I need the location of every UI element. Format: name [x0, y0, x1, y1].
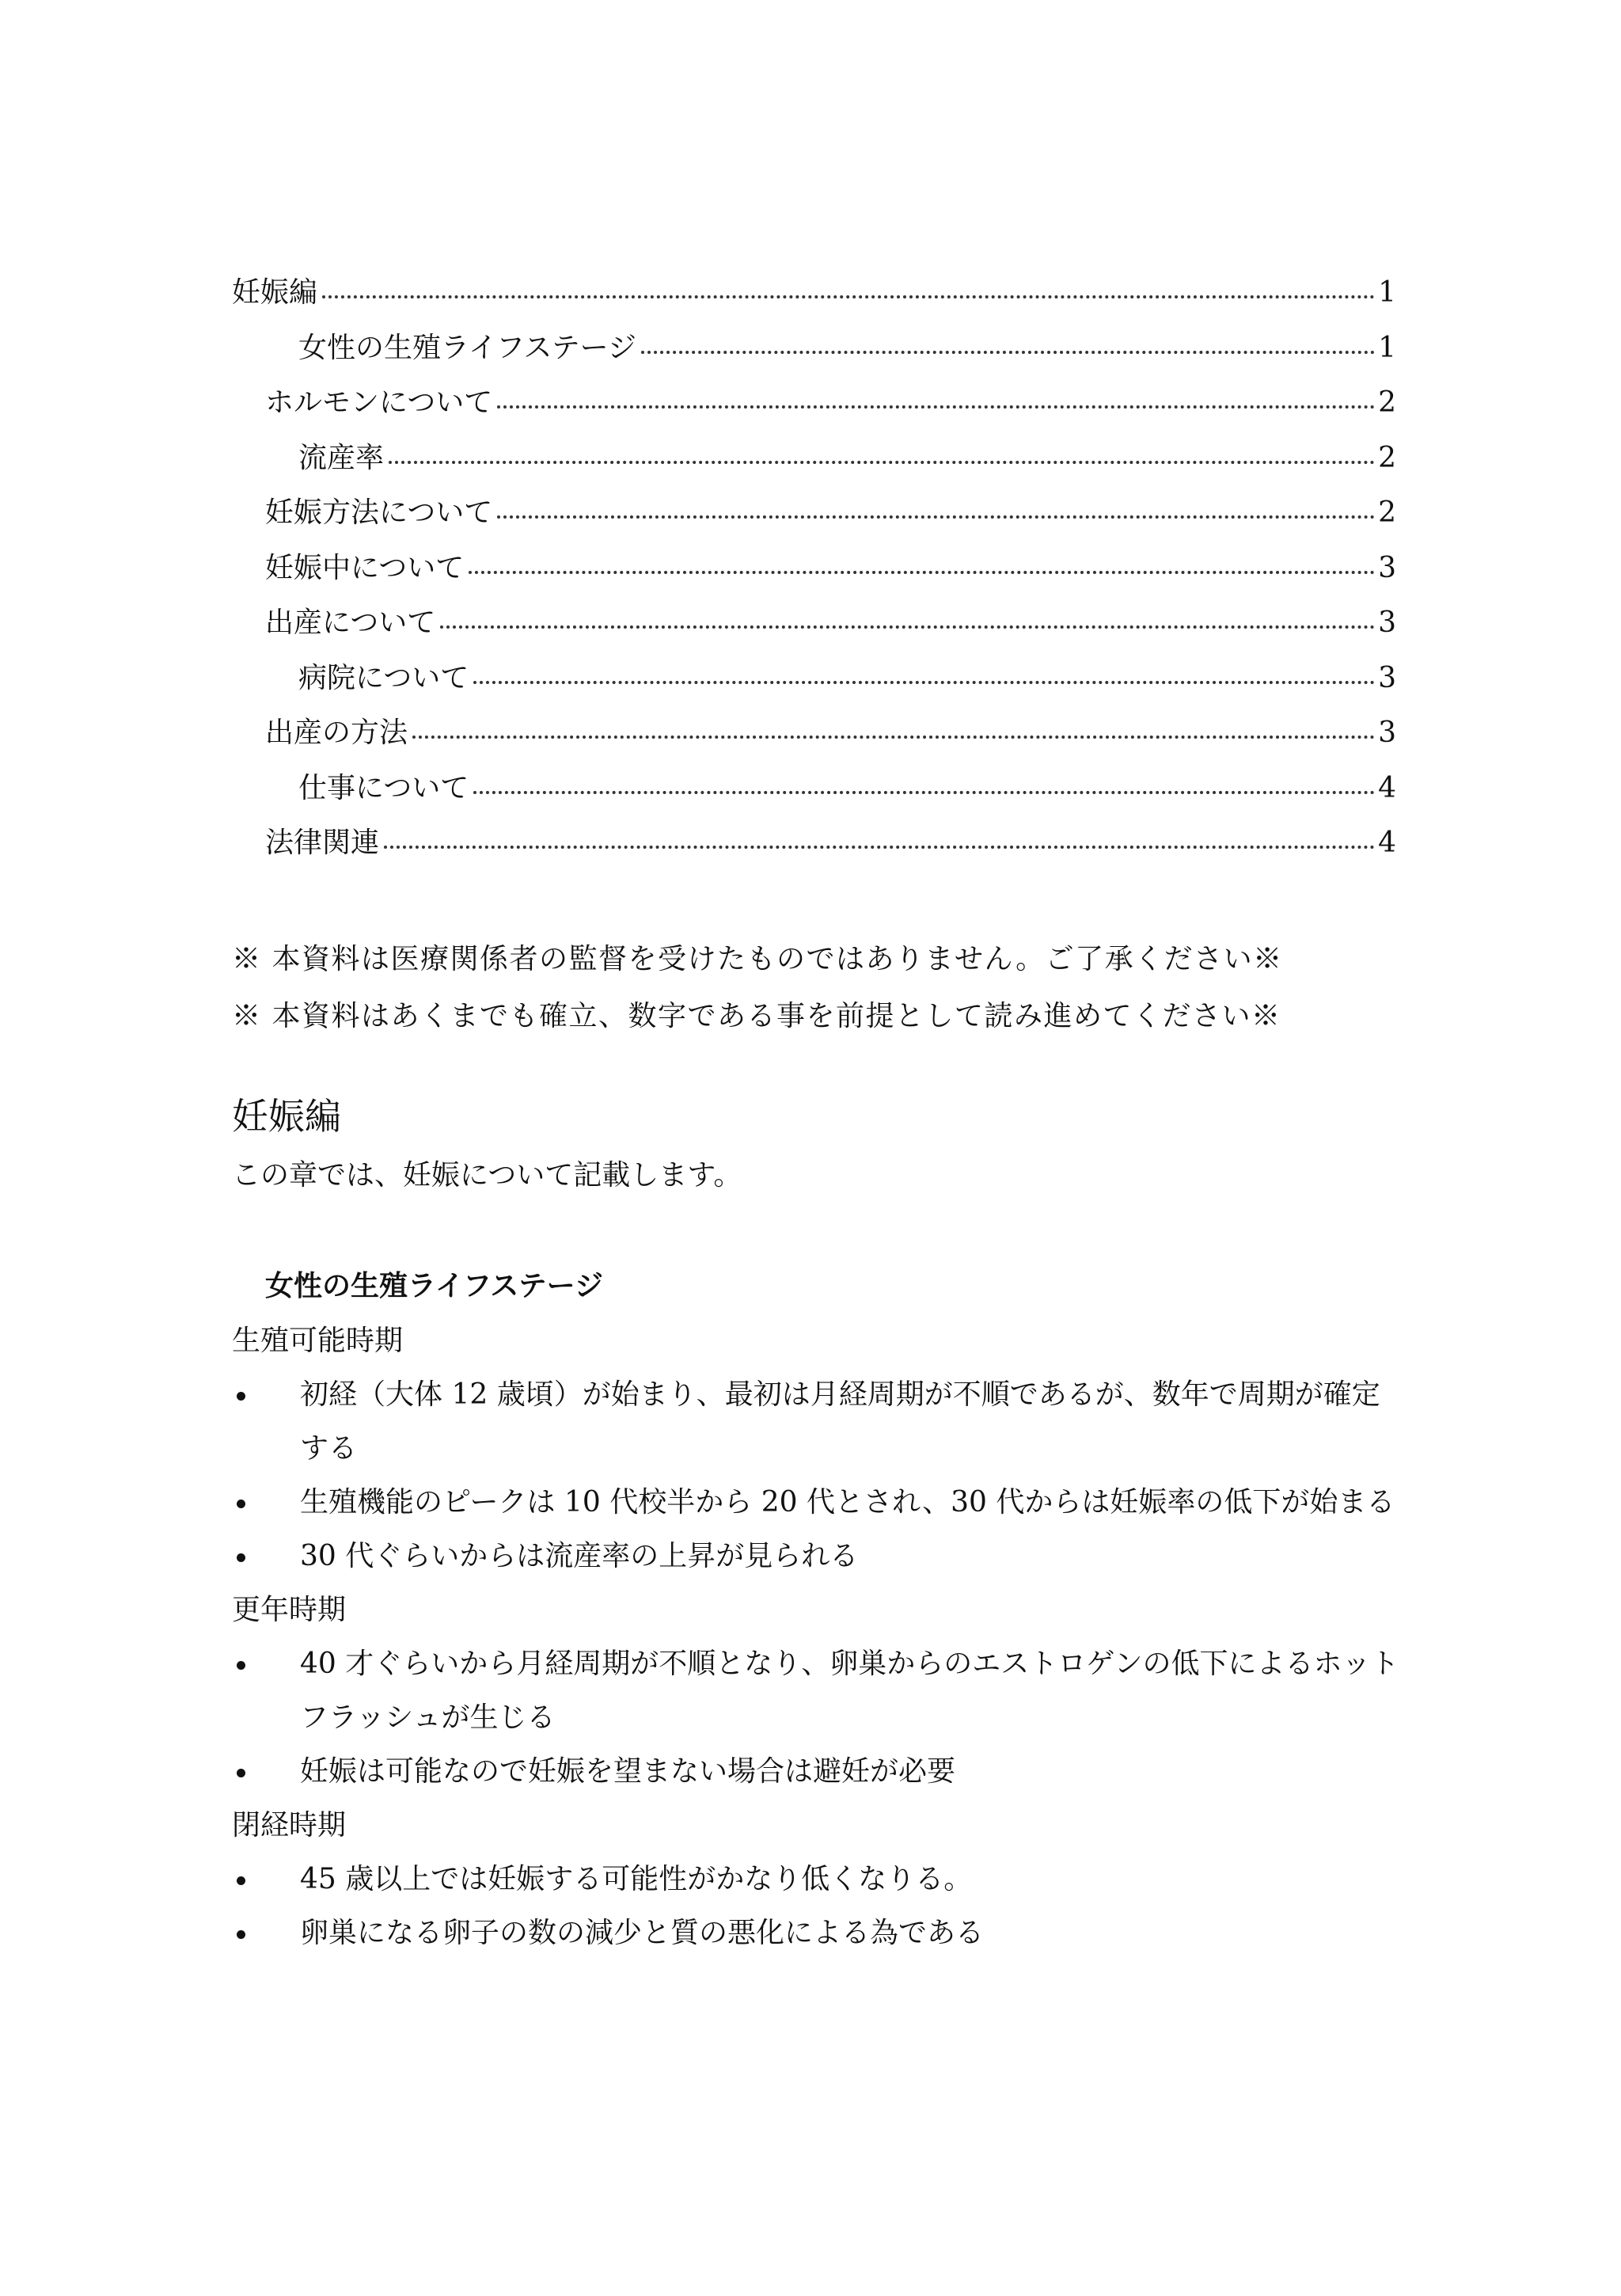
list-item-text: 卵巣になる卵子の数の減少と質の悪化による為である: [300, 1917, 985, 1949]
list-item: [232, 1476, 1400, 1530]
toc-entry[interactable]: [232, 551, 1396, 610]
bullet-icon: [237, 1661, 245, 1670]
toc-entry-page: 4: [1378, 827, 1396, 859]
toc-entry-title: 妊娠中について: [265, 551, 465, 584]
toc-leader-dots: [469, 571, 1375, 574]
toc-entry[interactable]: [232, 331, 1396, 390]
toc-entry-page: 2: [1378, 496, 1396, 529]
list-item-text: 妊娠は可能なので妊娠を望まない場合は避妊が必要: [300, 1755, 956, 1788]
stage-title: 更年時期: [232, 1594, 347, 1626]
section-body: [232, 1314, 1403, 1960]
toc-entry[interactable]: [232, 496, 1396, 554]
toc-leader-dots: [641, 351, 1375, 354]
toc-entry-page: 2: [1378, 441, 1396, 474]
list-item: [232, 1368, 1400, 1476]
toc-entry-title: 流産率: [298, 441, 385, 474]
toc-entry-title: 妊娠編: [232, 276, 318, 309]
toc-entry-title: ホルモンについて: [265, 386, 493, 419]
toc-leader-dots: [473, 791, 1375, 794]
bullet-icon: [237, 1769, 245, 1777]
toc-leader-dots: [412, 736, 1375, 739]
toc-entry-title: 女性の生殖ライフステージ: [298, 331, 636, 364]
disclaimer-notices: [232, 931, 1403, 1045]
list-item: [232, 1745, 1400, 1799]
toc-entry-title: 法律関連: [265, 827, 380, 859]
toc-entry-page: 3: [1378, 661, 1396, 694]
list-item-text: 30 代ぐらいからは流産率の上昇が見られる: [300, 1540, 859, 1572]
toc-entry-page: 4: [1378, 771, 1396, 804]
disclaimer-line: ※ 本資料はあくまでも確立、数字である事を前提として読み進めてください※: [232, 1000, 1281, 1032]
toc-leader-dots: [322, 295, 1375, 298]
bullet-list: [232, 1637, 1403, 1799]
stage-title: 生殖可能時期: [232, 1325, 404, 1357]
toc-entry-title: 出産について: [265, 606, 436, 639]
section-heading: 女性の生殖ライフステージ: [265, 1270, 603, 1302]
chapter-heading: 妊娠編: [232, 1095, 341, 1138]
toc-entry-title: 出産の方法: [265, 717, 408, 749]
toc-entry-page: 3: [1378, 606, 1396, 639]
disclaimer-line: ※ 本資料は医療関係者の監督を受けたものではありません。ご了承ください※: [232, 943, 1283, 975]
bullet-icon: [237, 1500, 245, 1508]
toc-leader-dots: [473, 681, 1375, 684]
toc-entry-title: 病院について: [298, 661, 469, 694]
list-item-text: 40 才ぐらいから月経周期が不順となり、卵巣からのエストロゲンの低下によるホットフラッシュが生じる: [300, 1648, 1399, 1734]
toc-leader-dots: [384, 846, 1375, 849]
toc-entry-page: 2: [1378, 386, 1396, 419]
stage-title: 閉経時期: [232, 1809, 347, 1842]
bullet-icon: [237, 1876, 245, 1885]
table-of-contents: [232, 276, 1396, 884]
bullet-list: [232, 1368, 1403, 1583]
toc-entry[interactable]: [232, 829, 1396, 884]
list-item: [232, 1637, 1400, 1745]
toc-entry[interactable]: [232, 771, 1396, 830]
toc-leader-dots: [497, 515, 1375, 519]
list-item-text: 45 歳以上では妊娠する可能性がかなり低くなりる。: [300, 1863, 973, 1895]
toc-entry[interactable]: [232, 276, 1396, 334]
toc-entry[interactable]: [232, 441, 1396, 500]
toc-entry[interactable]: [232, 386, 1396, 444]
bullet-icon: [237, 1392, 245, 1401]
chapter-intro: この章では、妊娠について記載します。: [232, 1159, 742, 1192]
toc-entry[interactable]: [232, 606, 1396, 664]
list-item: [232, 1530, 1400, 1583]
bullet-icon: [237, 1553, 245, 1562]
toc-leader-dots: [389, 461, 1375, 464]
list-item-text: 初経（大体 12 歳頃）が始まり、最初は月経周期が不順であるが、数年で周期が確定する: [300, 1378, 1380, 1465]
toc-entry-title: 仕事について: [298, 771, 469, 804]
toc-entry[interactable]: [232, 719, 1396, 774]
toc-entry[interactable]: [232, 661, 1396, 720]
toc-leader-dots: [497, 405, 1375, 409]
toc-entry-title: 妊娠方法について: [265, 496, 493, 529]
list-item: [232, 1853, 1400, 1906]
toc-leader-dots: [440, 625, 1375, 629]
list-item: [232, 1906, 1400, 1960]
toc-entry-page: 1: [1378, 331, 1396, 364]
toc-entry-page: 3: [1378, 551, 1396, 584]
bullet-icon: [237, 1930, 245, 1939]
bullet-list: [232, 1853, 1403, 1960]
list-item-text: 生殖機能のピークは 10 代校半から 20 代とされ、30 代からは妊娠率の低下が始まる: [300, 1486, 1395, 1519]
toc-entry-page: 3: [1378, 717, 1396, 749]
toc-entry-page: 1: [1378, 276, 1396, 309]
